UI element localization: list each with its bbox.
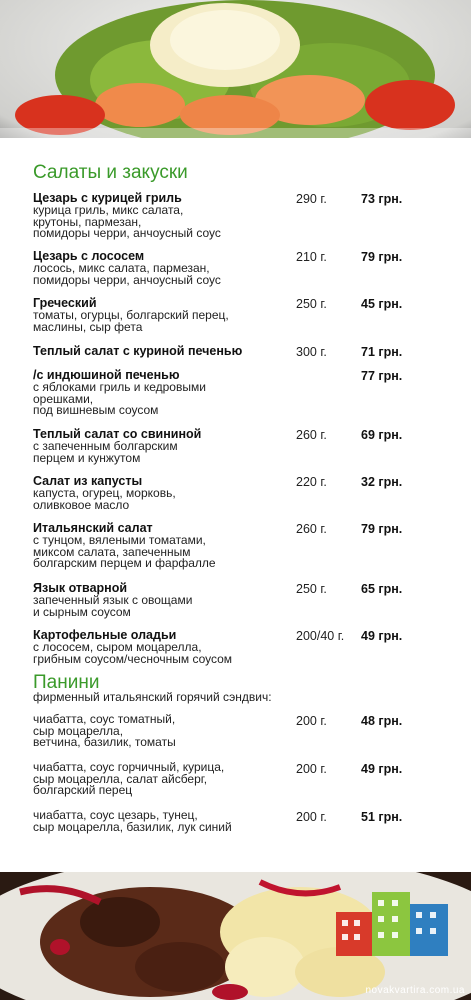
liver-salad-photo-graphic (0, 872, 471, 1000)
panini-intro: фирменный итальянский горячий сэндвич: (33, 690, 272, 704)
menu-item (33, 629, 463, 665)
item-weight: 250 г. (296, 297, 327, 311)
item-name: Итальянский салат (33, 521, 153, 535)
item-name: Язык отварной (33, 581, 128, 595)
item-weight: 300 г. (296, 345, 327, 359)
menu-content (0, 138, 471, 872)
item-weight: 200 г. (296, 762, 327, 776)
item-description: капуста, огурец, морковь, оливковое масло (33, 486, 176, 512)
item-price: 71 грн. (361, 345, 403, 359)
item-price: 48 грн. (361, 714, 403, 728)
watermark-text: novakvartira.com.ua (365, 985, 465, 996)
salad-photo-graphic (0, 0, 471, 138)
item-weight: 200/40 г. (296, 629, 345, 643)
item-price: 65 грн. (361, 582, 403, 596)
item-description: чиабатта, соус томатный, сыр моцарелла, ветчина, базилик, томаты (33, 712, 176, 749)
item-weight: 260 г. (296, 522, 327, 536)
item-price: 77 грн. (361, 369, 403, 383)
item-name: Картофельные оладьи (33, 628, 177, 642)
item-name: Теплый салат со свининой (33, 427, 202, 441)
item-name: Греческий (33, 296, 97, 310)
menu-item (33, 428, 463, 464)
item-description: чиабатта, соус цезарь, тунец, сыр моцарелла, базилик, лук синий (33, 808, 232, 834)
item-weight: 200 г. (296, 810, 327, 824)
item-description: с яблоками гриль и кедровыми орешками, под вишневым соусом (33, 380, 206, 417)
menu-item (33, 762, 463, 797)
menu-item (33, 345, 463, 358)
item-price: 49 грн. (361, 629, 403, 643)
menu-item (33, 250, 463, 286)
item-weight: 250 г. (296, 582, 327, 596)
liver-salad-photo-bottom (0, 872, 471, 1000)
item-weight: 210 г. (296, 250, 327, 264)
item-name: /с индюшиной печенью (33, 368, 180, 382)
menu-item (33, 475, 463, 511)
item-price: 45 грн. (361, 297, 403, 311)
item-name: Цезарь с лососем (33, 249, 145, 263)
menu-item (33, 192, 463, 240)
item-price: 51 грн. (361, 810, 403, 824)
item-description: с лососем, сыром моцарелла, грибным соусом/чесночным соусом (33, 640, 233, 666)
item-price: 49 грн. (361, 762, 403, 776)
menu-item (33, 810, 463, 833)
salad-photo-top (0, 0, 471, 138)
section-title-salads: Салаты и закуски (33, 162, 188, 183)
item-price: 79 грн. (361, 522, 403, 536)
item-name: Теплый салат с куриной печенью (33, 344, 243, 358)
menu-item (33, 582, 463, 618)
item-description: чиабатта, соус горчичный, курица, сыр моцарелла, салат айсберг, болгарский перец (33, 760, 225, 797)
item-price: 32 грн. (361, 475, 403, 489)
item-description: с запеченным болгарским перцем и кунжутом (33, 439, 178, 465)
item-weight: 290 г. (296, 192, 327, 206)
item-description: лосось, микс салата, пармезан, помидоры черри, анчоусный соус (33, 261, 221, 287)
item-name: Салат из капусты (33, 474, 143, 488)
item-description: томаты, огурцы, болгарский перец, маслины, сыр фета (33, 308, 229, 334)
menu-item (33, 297, 463, 333)
menu-item (33, 522, 463, 570)
item-description: курица гриль, микс салата, крутоны, пармезан, помидоры черри, анчоусный соус (33, 203, 221, 240)
item-price: 79 грн. (361, 250, 403, 264)
item-weight: 220 г. (296, 475, 327, 489)
item-name: Цезарь с курицей гриль (33, 191, 182, 205)
menu-item (33, 369, 463, 417)
item-description: с тунцом, вялеными томатами, миксом салата, запеченным болгарским перцем и фарфалле (33, 533, 216, 570)
section-title-panini: Панини (33, 672, 100, 693)
item-description: запеченный язык с овощами и сырным соусом (33, 593, 193, 619)
item-price: 73 грн. (361, 192, 403, 206)
item-weight: 200 г. (296, 714, 327, 728)
item-weight: 260 г. (296, 428, 327, 442)
item-price: 69 грн. (361, 428, 403, 442)
menu-item (33, 714, 463, 749)
